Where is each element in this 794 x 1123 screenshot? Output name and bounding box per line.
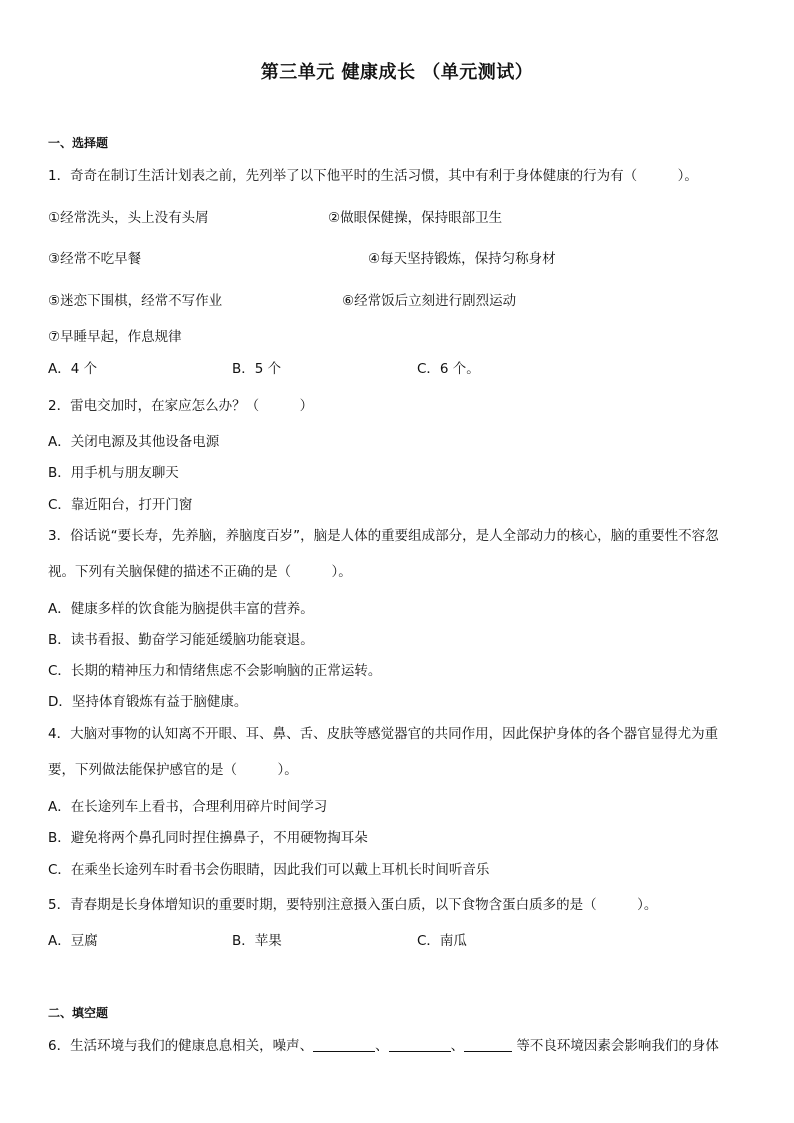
q6-text-start: 6．生活环境与我们的健康息息相关，噪声、 [48,1038,314,1054]
q4-option-a[interactable]: A．在长途列车上看书，合理利用碎片时间学习 [48,799,328,815]
q6-blank-3[interactable] [464,1037,512,1052]
q6-text-end: 等不良环境因素会影响我们的身体 [512,1038,719,1054]
q1-option-a[interactable]: A．4 个 [48,361,98,377]
page-title: 第三单元 健康成长 （单元测试） [260,62,534,83]
q6-separator-1: 、 [375,1038,389,1054]
question-4-stem-line2: 要，下列做法能保护感官的是（ ）。 [48,762,298,778]
question-2-stem: 2．雷电交加时，在家应怎么办？（ ） [48,398,314,414]
q5-option-a[interactable]: A．豆腐 [48,933,98,949]
q1-item-4: ④每天坚持锻炼，保持匀称身材 [368,251,556,267]
q1-item-6: ⑥经常饭后立刻进行剧烈运动 [342,293,517,309]
q2-option-a[interactable]: A．关闭电源及其他设备电源 [48,434,220,450]
q6-blank-1[interactable] [313,1037,375,1052]
question-1-stem: 1．奇奇在制订生活计划表之前，先列举了以下他平时的生活习惯，其中有利于身体健康的行为有（ ）。 [48,168,698,184]
question-6-stem [48,1034,719,1054]
question-3-stem-line1: 3．俗话说“要长寿，先养脑，养脑度百岁”，脑是人体的重要组成部分，是人全部动力的核心，脑的重要性不容忽 [48,528,719,544]
q1-item-7: ⑦早睡早起，作息规律 [48,329,182,345]
q3-option-a[interactable]: A．健康多样的饮食能为脑提供丰富的营养。 [48,601,314,617]
q1-option-b[interactable]: B．5 个 [232,361,282,377]
q3-option-b[interactable]: B．读书看报、勤奋学习能延缓脑功能衰退。 [48,632,314,648]
q6-blank-2[interactable] [389,1037,451,1052]
q1-item-5: ⑤迷恋下围棋，经常不写作业 [48,293,223,309]
q5-option-c[interactable]: C．南瓜 [417,933,467,949]
question-3-stem-line2: 视。下列有关脑保健的描述不正确的是（ ）。 [48,564,352,580]
section-heading-fill: 二、填空题 [48,1006,109,1020]
q1-item-2: ②做眼保健操，保持眼部卫生 [328,210,503,226]
q1-item-3: ③经常不吃早餐 [48,251,142,267]
q4-option-c[interactable]: C．在乘坐长途列车时看书会伤眼睛，因此我们可以戴上耳机长时间听音乐 [48,862,490,878]
q4-option-b[interactable]: B．避免将两个鼻孔同时捏住擤鼻子，不用硬物掏耳朵 [48,830,368,846]
q2-option-c[interactable]: C．靠近阳台，打开门窗 [48,497,193,513]
q1-item-1: ①经常洗头，头上没有头屑 [48,210,209,226]
q5-option-b[interactable]: B．苹果 [232,933,282,949]
question-4-stem-line1: 4．大脑对事物的认知离不开眼、耳、鼻、舌、皮肤等感觉器官的共同作用，因此保护身体的各个器官显得尤为重 [48,726,719,742]
q1-option-c[interactable]: C．6 个。 [417,361,480,377]
section-heading-choice: 一、选择题 [48,136,109,150]
q3-option-c[interactable]: C．长期的精神压力和情绪焦虑不会影响脑的正常运转。 [48,663,382,679]
q2-option-b[interactable]: B．用手机与朋友聊天 [48,465,179,481]
q3-option-d[interactable]: D．坚持体育锻炼有益于脑健康。 [48,694,248,710]
q6-separator-2: 、 [450,1038,465,1054]
question-5-stem: 5．青春期是长身体增知识的重要时期，要特别注意摄入蛋白质，以下食物含蛋白质多的是（ ）。 [48,897,658,913]
